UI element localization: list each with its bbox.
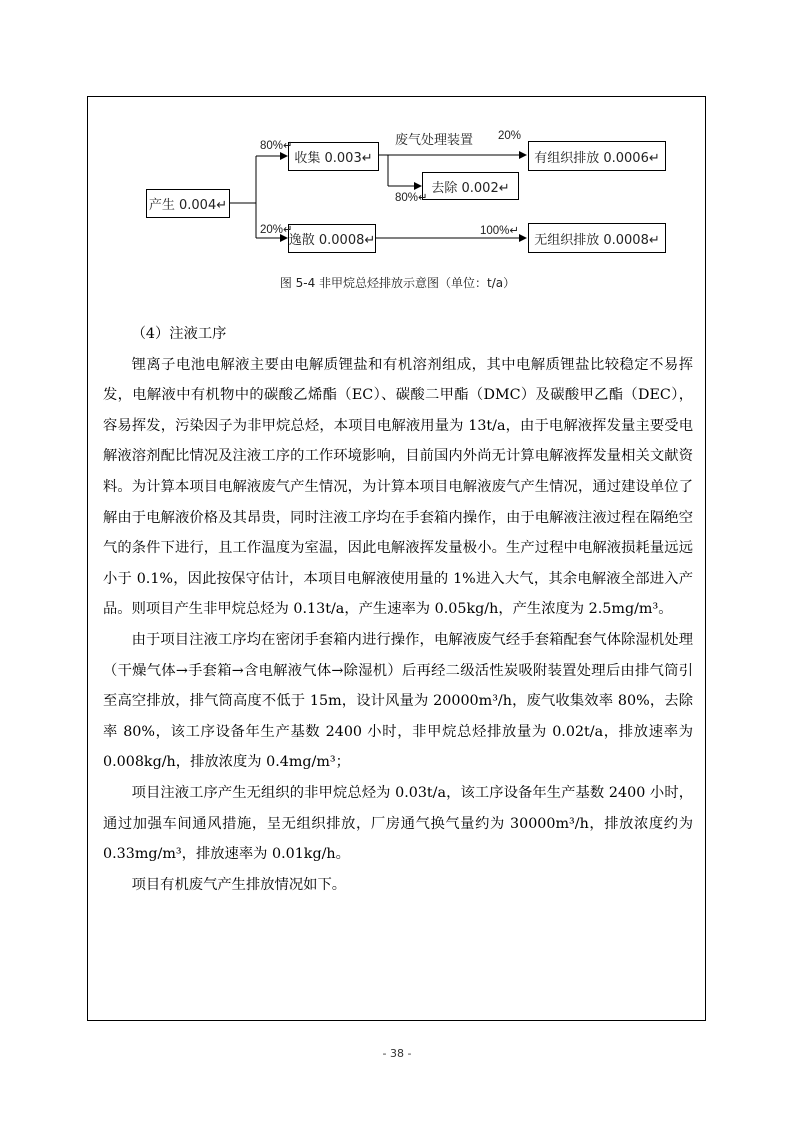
escape-box: 逸散 0.0008↵ [288, 224, 376, 253]
escape-percent-label: 20%↵ [260, 224, 293, 236]
page-number: - 38 - [382, 1047, 412, 1060]
body-text [103, 319, 693, 900]
paragraph: 项目有机废气产生排放情况如下。 [131, 876, 347, 893]
remove-box: 去除 0.002↵ [422, 172, 519, 200]
content-frame [87, 96, 706, 1021]
unorganized-emission-box: 无组织排放 0.0008↵ [528, 223, 666, 253]
paragraph: 项目注液工序产生无组织的非甲烷总烃为 0.03t/a，该工序设备年生产基数 2400 小时，通过加强车间通风措施，呈无组织排放，厂房通气换气量约为 30000m³/h，排放浓度约为 0.33mg/m³，排放速率为 0.01kg/h。 [103, 784, 693, 863]
remove-percent-label: 80%↵ [395, 192, 428, 204]
unorganized-percent-label: 100%↵ [480, 225, 520, 237]
organized-percent-label: 20% [498, 130, 522, 142]
produce-box: 产生 0.004↵ [146, 189, 230, 218]
collect-box: 收集 0.003↵ [288, 142, 379, 171]
organized-emission-box: 有组织排放 0.0006↵ [528, 141, 666, 171]
figure-caption: 图 5-4 非甲烷总烃排放示意图（单位：t/a） [279, 276, 516, 290]
treatment-device-label: 废气处理装置 [395, 133, 474, 148]
paragraph: 由于项目注液工序均在密闭手套箱内进行操作，电解液废气经手套箱配套气体除湿机处理（干燥气体→手套箱→含电解液气体→除湿机）后再经二级活性炭吸附装置处理后由排气筒引至高空排放，排气筒高度不低于 15m，设计风量为 20000m³/h，废气收集效率 80%，去除率 80%，该工序设备年生产基数 2400 小时，非甲烷总烃排放量为 0.02t/a，排放速率为 0.008kg/h，排放浓度为 0.4mg/m³； [103, 631, 693, 771]
section-heading: （4）注液工序 [131, 326, 227, 342]
paragraph: 锂离子电池电解液主要由电解质锂盐和有机溶剂组成，其中电解质锂盐比较稳定不易挥发，电解液中有机物中的碳酸乙烯酯（EC）、碳酸二甲酯（DMC）及碳酸甲乙酯（DEC），容易挥发，污染因子为非甲烷总烃，本项目电解液用量为 13t/a，由于电解液挥发量主要受电解液溶剂配比情况及注液工序的工作环境影响，目前国内外尚无计算电解液挥发量相关文献资料。为计算本项目电解液废气产生情况，为计算本项目电解液废气产生情况，通过建设单位了解由于电解液价格及其昂贵，同时注液工序均在手套箱内操作，由于电解液注液过程在隔绝空气的条件下进行，且工作温度为室温，因此电解液挥发量极小。生产过程中电解液损耗量远远小于 0.1%，因此按保守估计，本项目电解液使用量的 1%进入大气，其余电解液全部进入产品。则项目产生非甲烷总烃为 0.13t/a，产生速率为 0.05kg/h，产生浓度为 2.5mg/m³。 [103, 356, 693, 618]
emission-flow-diagram [88, 97, 707, 297]
collect-percent-label: 80%↵ [260, 140, 293, 152]
